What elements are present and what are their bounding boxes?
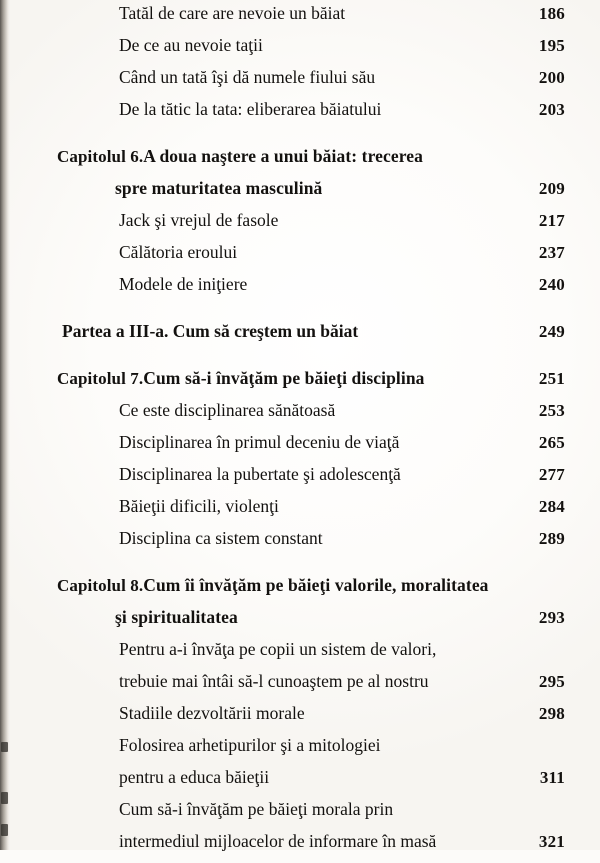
toc-section-title: Ce este disciplinarea sănătoasă — [119, 400, 336, 420]
toc-entry[interactable] — [0, 368, 600, 400]
toc-entry[interactable] — [0, 67, 600, 99]
toc-entry[interactable] — [0, 210, 600, 242]
toc-chapter-label: Capitolul 7. — [57, 369, 144, 388]
toc-page-number: 200 — [538, 68, 565, 87]
toc-section-title: De ce au nevoie taţii — [119, 35, 263, 55]
toc-part-title: Partea a III-a. Cum să creştem un băiat — [62, 321, 359, 341]
toc-section-title: Pentru a-i învăţa pe copii un sistem de valori, — [119, 639, 437, 659]
toc-entry[interactable] — [0, 178, 600, 210]
toc-entry[interactable] — [0, 146, 600, 178]
toc-entry[interactable] — [0, 639, 600, 671]
toc-section-title: Disciplinarea în primul deceniu de viaţă — [119, 432, 400, 452]
toc-page-number: 251 — [538, 369, 565, 388]
toc-entry[interactable] — [0, 432, 600, 464]
toc-page-number: 265 — [538, 433, 565, 452]
toc-chapter-label: Capitolul 8. — [57, 576, 144, 595]
toc-section-title: Disciplina ca sistem constant — [119, 528, 323, 548]
toc-section-title: intermediul mijloacelor de informare în masă — [119, 831, 437, 851]
toc-entry[interactable] — [0, 671, 600, 703]
toc-entry[interactable] — [0, 321, 600, 353]
toc-chapter-title: A doua naştere a unui băiat: trecerea — [143, 146, 424, 166]
toc-page-number: 240 — [538, 275, 565, 294]
toc-section-title: Folosirea arhetipurilor şi a mitologiei — [119, 735, 381, 755]
toc-entry[interactable] — [0, 3, 600, 35]
toc-section-title: pentru a educa băieţii — [119, 767, 270, 787]
toc-entry[interactable] — [0, 735, 600, 767]
toc-entry[interactable] — [0, 799, 600, 831]
toc-section-title: Modele de iniţiere — [119, 274, 248, 294]
toc-entry[interactable] — [0, 242, 600, 274]
toc-page-number: 209 — [538, 179, 565, 198]
toc-section-title: Tatăl de care are nevoie un băiat — [119, 3, 346, 23]
toc-page-number: 293 — [538, 608, 565, 627]
toc-page-number: 295 — [538, 672, 565, 691]
toc-entry[interactable] — [0, 400, 600, 432]
toc-entry[interactable] — [0, 703, 600, 735]
toc-entry[interactable] — [0, 464, 600, 496]
toc-entry[interactable] — [0, 99, 600, 131]
toc-page-number: 284 — [538, 497, 565, 516]
toc-page-number: 237 — [538, 243, 565, 262]
toc-page-number: 253 — [538, 401, 565, 420]
toc-chapter-title: Cum îi învăţăm pe băieţi valorile, moralitatea — [143, 575, 489, 595]
toc-page-number: 321 — [538, 832, 565, 851]
toc-entry[interactable] — [0, 575, 600, 607]
toc-chapter-label: Capitolul 6. — [57, 147, 144, 166]
toc-section-title: Jack şi vrejul de fasole — [119, 210, 279, 230]
toc-entry[interactable] — [0, 607, 600, 639]
toc-entry[interactable] — [0, 767, 600, 799]
toc-chapter-title: Cum să-i învăţăm pe băieţi disciplina — [143, 368, 425, 388]
toc-section-title: Stadiile dezvoltării morale — [119, 703, 305, 723]
toc-chapter-title: şi spiritualitatea — [115, 607, 238, 627]
toc-section-title: De la tătic la tata: eliberarea băiatului — [119, 99, 382, 119]
toc-section-title: Când un tată îşi dă numele fiului său — [119, 67, 376, 87]
toc-chapter-title: spre maturitatea masculină — [115, 178, 323, 198]
toc-page-number: 289 — [538, 529, 565, 548]
toc-entry[interactable] — [0, 528, 600, 560]
toc-page-number: 217 — [538, 211, 565, 230]
toc-page-number: 195 — [538, 36, 565, 55]
toc-entry[interactable] — [0, 496, 600, 528]
toc-section-title: Disciplinarea la pubertate şi adolescenţă — [119, 464, 401, 484]
toc-section-title: trebuie mai întâi să-l cunoaştem pe al nostru — [119, 671, 429, 691]
toc-page-number: 186 — [538, 4, 565, 23]
toc-entry[interactable] — [0, 831, 600, 863]
toc-section-title: Băieţii dificili, violenţi — [119, 496, 279, 516]
toc-page-number: 311 — [539, 768, 565, 787]
toc-page-number: 277 — [538, 465, 565, 484]
toc-section-title: Călătoria eroului — [119, 242, 238, 262]
toc-page-number: 298 — [538, 704, 565, 723]
toc-section-title: Cum să-i învăţăm pe băieţi morala prin — [119, 799, 394, 819]
toc-entry[interactable] — [0, 274, 600, 306]
toc-entry[interactable] — [0, 35, 600, 67]
toc-page-number: 249 — [538, 322, 565, 341]
toc-page-number: 203 — [538, 100, 565, 119]
